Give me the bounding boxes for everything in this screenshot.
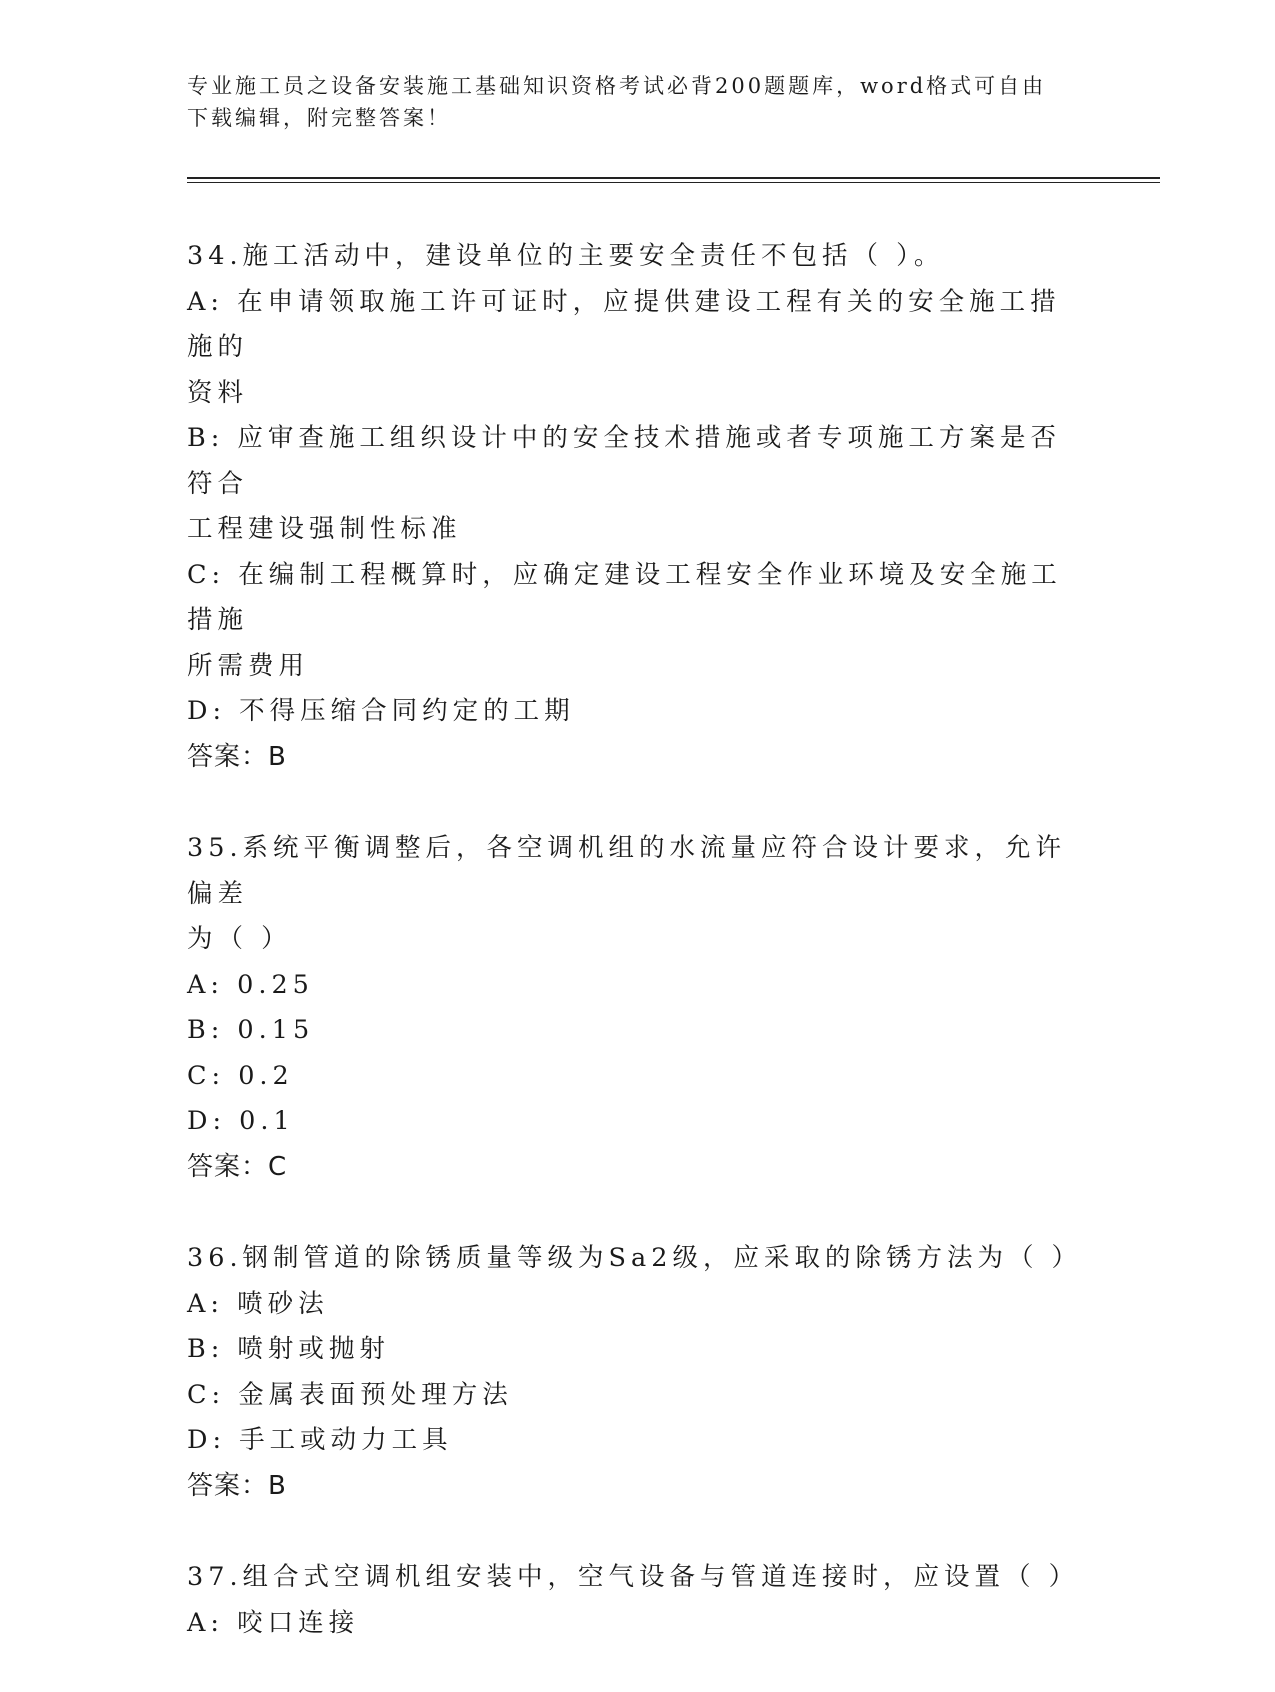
option-a: A: 0.25	[187, 969, 314, 1000]
question-34-stem: 34.施工活动中，建设单位的主要安全责任不包括（ ）。	[187, 241, 945, 271]
document-header	[187, 70, 1067, 134]
option-c-line-2: 所需费用	[187, 650, 310, 681]
option-d: D: 0.1	[187, 1106, 295, 1136]
question-list	[187, 234, 1087, 1692]
option-b-line-2: 工程建设强制性标准	[187, 514, 462, 544]
question-36	[187, 1236, 1087, 1509]
option-d: D: 不得压缩合同约定的工期	[187, 696, 575, 726]
question-34	[187, 234, 1087, 780]
question-37	[187, 1555, 1087, 1646]
header-rule-bottom	[187, 182, 1160, 183]
option-c: C: 0.2	[187, 1060, 294, 1091]
option-b: B: 0.15	[187, 1015, 315, 1045]
header-rule-top	[187, 177, 1160, 179]
option-d: D: 手工或动力工具	[187, 1425, 453, 1455]
question-36-stem: 36.钢制管道的除锈质量等级为Sa2级，应采取的除锈方法为（ ）	[187, 1243, 1083, 1273]
option-b-line-1: B: 应审查施工组织设计中的安全技术措施或者专项施工方案是否符合	[187, 423, 1061, 499]
answer: 答案：B	[187, 741, 287, 772]
header-line-2: 下载编辑，附完整答案！	[187, 106, 451, 130]
option-c: C: 金属表面预处理方法	[187, 1379, 513, 1410]
answer: 答案：B	[187, 1470, 287, 1501]
answer: 答案：C	[187, 1151, 288, 1182]
question-35	[187, 826, 1087, 1190]
option-a: A: 喷砂法	[187, 1288, 329, 1319]
option-a-line-1: A: 在申请领取施工许可证时，应提供建设工程有关的安全施工措施的	[187, 286, 1061, 362]
question-37-stem: 37.组合式空调机组安装中，空气设备与管道连接时，应设置（ ）	[187, 1562, 1080, 1592]
option-a-line-2: 资料	[187, 377, 249, 408]
option-c-line-1: C: 在编制工程概算时，应确定建设工程安全作业环境及安全施工措施	[187, 559, 1062, 635]
question-35-stem-line-1: 35.系统平衡调整后，各空调机组的水流量应符合设计要求，允许偏差	[187, 833, 1067, 909]
option-b: B: 喷射或抛射	[187, 1334, 390, 1364]
question-35-stem-line-2: 为（ ）	[187, 924, 292, 954]
header-line-1: 专业施工员之设备安装施工基础知识资格考试必背200题题库，word格式可自由	[187, 74, 1047, 98]
option-a: A: 咬口连接	[187, 1607, 360, 1638]
